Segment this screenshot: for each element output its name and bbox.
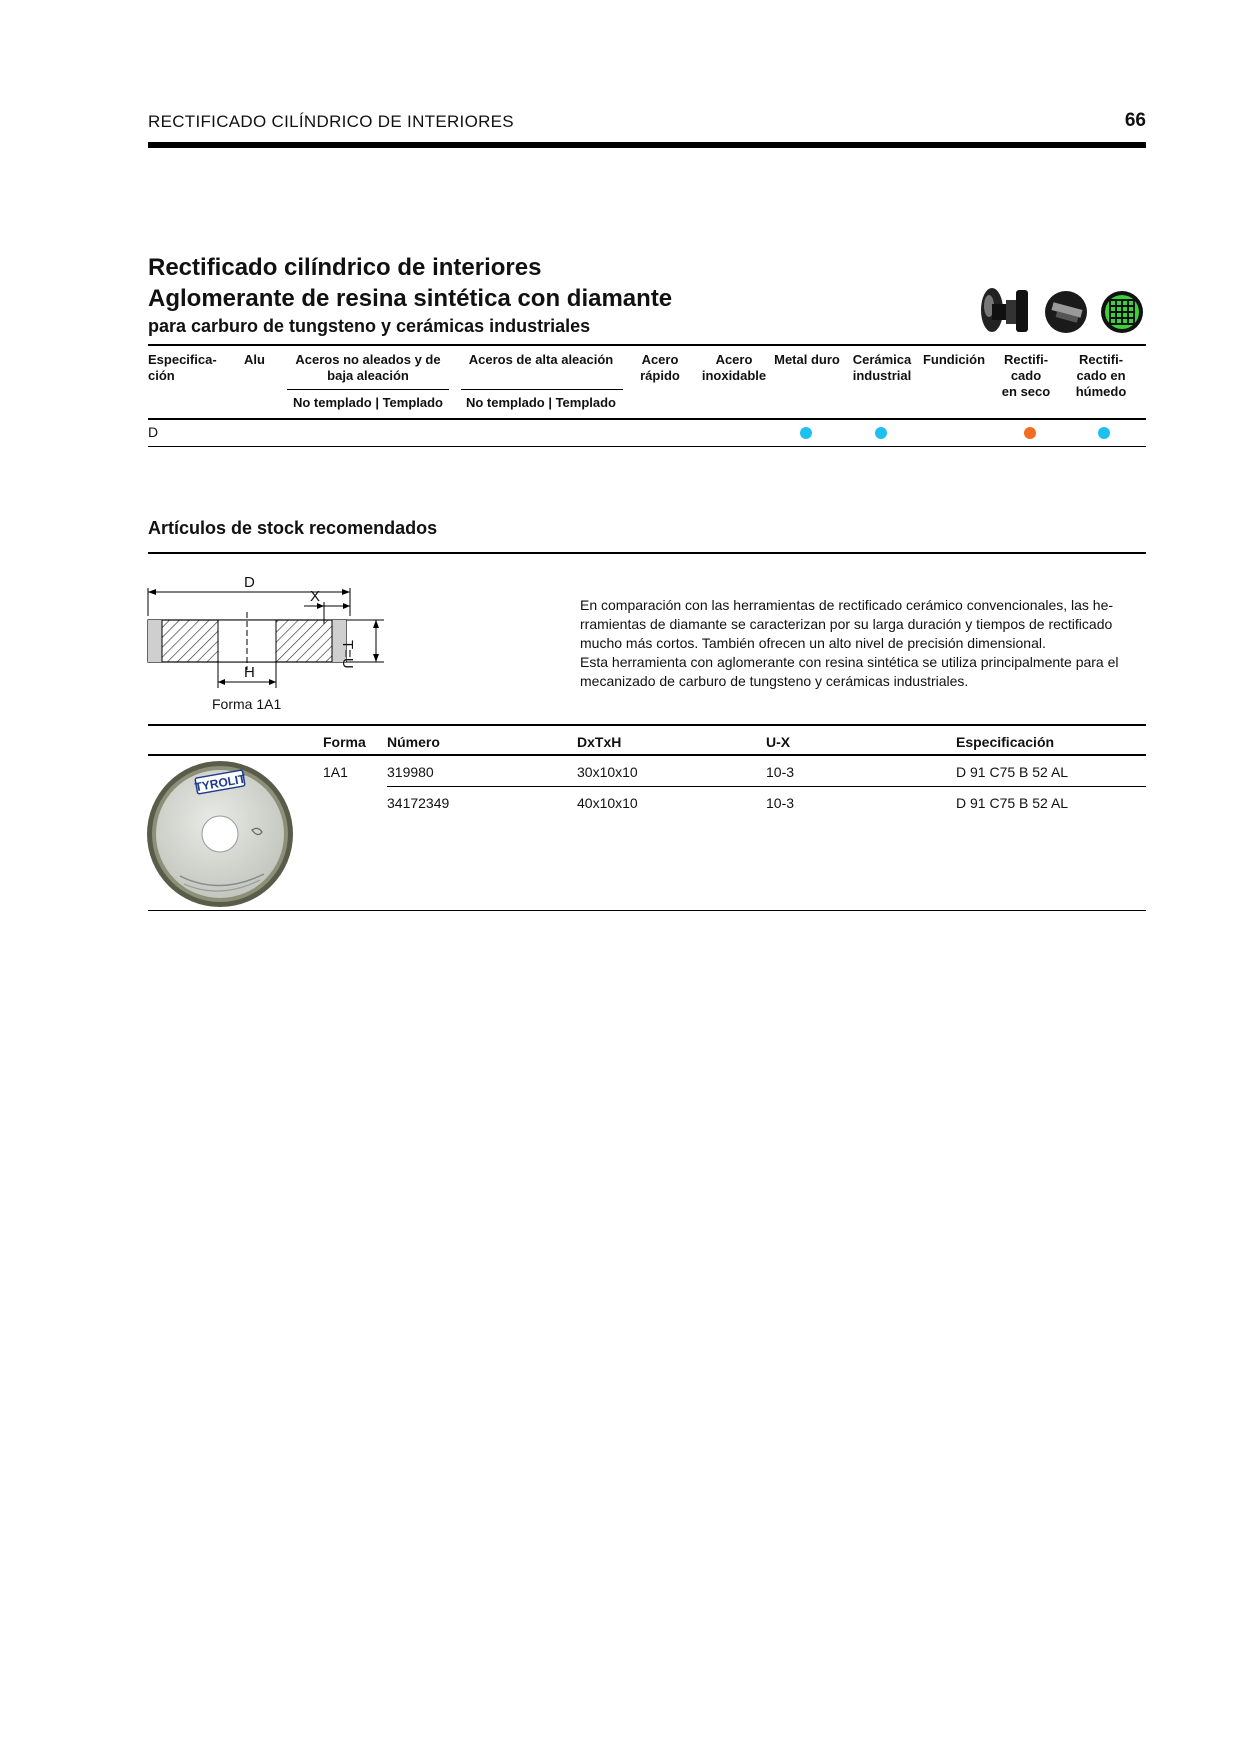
diagram-label-x: X bbox=[310, 588, 321, 605]
stock-row-1-numero: 319980 bbox=[387, 764, 434, 780]
header-unalloyed: Aceros no aleados y de baja aleación bbox=[295, 352, 441, 383]
stock-row-divider bbox=[387, 786, 1146, 787]
stock-row-2-ux: 10-3 bbox=[766, 795, 795, 811]
dot-carbide bbox=[800, 427, 812, 439]
header-highalloy-sub: No templado | Templado bbox=[465, 395, 616, 410]
stock-row-1-spec: D 91 C75 B 52 AL bbox=[956, 764, 1069, 780]
diagram-caption: Forma 1A1 bbox=[212, 696, 282, 712]
stock-header-ux: U-X bbox=[766, 734, 791, 750]
wet-grinding-icon bbox=[1101, 291, 1143, 333]
diagram-label-t: T=U bbox=[339, 640, 356, 669]
wheel-photo bbox=[144, 758, 296, 910]
table-top-rule bbox=[148, 344, 1146, 346]
diagram-label-h: H bbox=[244, 664, 255, 681]
header-cast: Fundición bbox=[922, 352, 986, 367]
internal-grinding-icon bbox=[981, 288, 1028, 332]
header-stainless: Acero inoxidable bbox=[701, 352, 767, 383]
application-icons bbox=[972, 282, 1146, 338]
header-dry: Rectifi- cado en seco bbox=[1001, 352, 1051, 399]
header-spec: Especifica- ción bbox=[148, 352, 217, 383]
header-carbide: Metal duro bbox=[774, 352, 840, 367]
form-1a1-diagram bbox=[144, 566, 394, 690]
stock-header-dims: DxTxH bbox=[577, 734, 622, 750]
page-title: Rectificado cilíndrico de interiores bbox=[148, 254, 542, 281]
stock-header-forma: Forma bbox=[323, 734, 366, 750]
stock-row-1-dims: 30x10x10 bbox=[577, 764, 638, 780]
stock-row-1-forma: 1A1 bbox=[323, 764, 348, 780]
dot-ceramic bbox=[875, 427, 887, 439]
stock-table-header-rule bbox=[148, 754, 1146, 756]
running-header: RECTIFICADO CILÍNDRICO DE INTERIORES bbox=[148, 112, 514, 131]
table-header-rule bbox=[148, 418, 1146, 420]
stock-row-2-spec: D 91 C75 B 52 AL bbox=[956, 795, 1069, 811]
header-unalloyed-sub: No templado | Templado bbox=[292, 395, 443, 410]
stock-row-2-dims: 40x10x10 bbox=[577, 795, 638, 811]
stock-header-numero: Número bbox=[387, 734, 440, 750]
stock-table-top-rule bbox=[148, 724, 1146, 726]
dot-wet bbox=[1098, 427, 1110, 439]
header-unalloyed-rule bbox=[287, 389, 449, 390]
row-spec-d: D bbox=[148, 424, 159, 440]
header-alu: Alu bbox=[244, 352, 265, 367]
table-bottom-rule bbox=[148, 446, 1146, 447]
product-description: En comparación con las herramientas de rectificado cerámico convencionales, las he- rramientas de diamante se caracterizan por su larga duración y tiempos de rectificado mucho más cortos. También ofrecen un alto nivel de precisión dimensional. Esta herramienta con aglomerante con resina sintética se utiliza principalmente para el mecanizado de carburo de tungsteno y cerámicas industriales. bbox=[580, 597, 1119, 689]
stock-row-1-ux: 10-3 bbox=[766, 764, 795, 780]
stock-header-spec: Especificación bbox=[956, 734, 1055, 750]
dry-grinding-icon bbox=[1045, 291, 1087, 333]
dot-dry bbox=[1024, 427, 1036, 439]
header-wet: Rectifi- cado en húmedo bbox=[1075, 352, 1127, 399]
header-hss: Acero rápido bbox=[640, 352, 680, 383]
header-rule bbox=[148, 142, 1146, 148]
header-ceramic: Cerámica industrial bbox=[852, 352, 912, 383]
stock-rule bbox=[148, 552, 1146, 554]
header-highalloy-rule bbox=[461, 389, 623, 390]
diagram-label-d: D bbox=[244, 574, 255, 591]
page-number: 66 bbox=[1124, 110, 1146, 131]
stock-table-bottom-rule bbox=[148, 910, 1146, 911]
wheel-logo-text: TYROLIT bbox=[193, 771, 247, 795]
page-subtitle-small: para carburo de tungsteno y cerámicas industriales bbox=[148, 316, 591, 336]
header-highalloy: Aceros de alta aleación bbox=[468, 352, 614, 367]
page-subtitle: Aglomerante de resina sintética con diamante bbox=[148, 285, 673, 312]
stock-section-title: Artículos de stock recomendados bbox=[148, 518, 438, 538]
stock-row-2-numero: 34172349 bbox=[387, 795, 450, 811]
